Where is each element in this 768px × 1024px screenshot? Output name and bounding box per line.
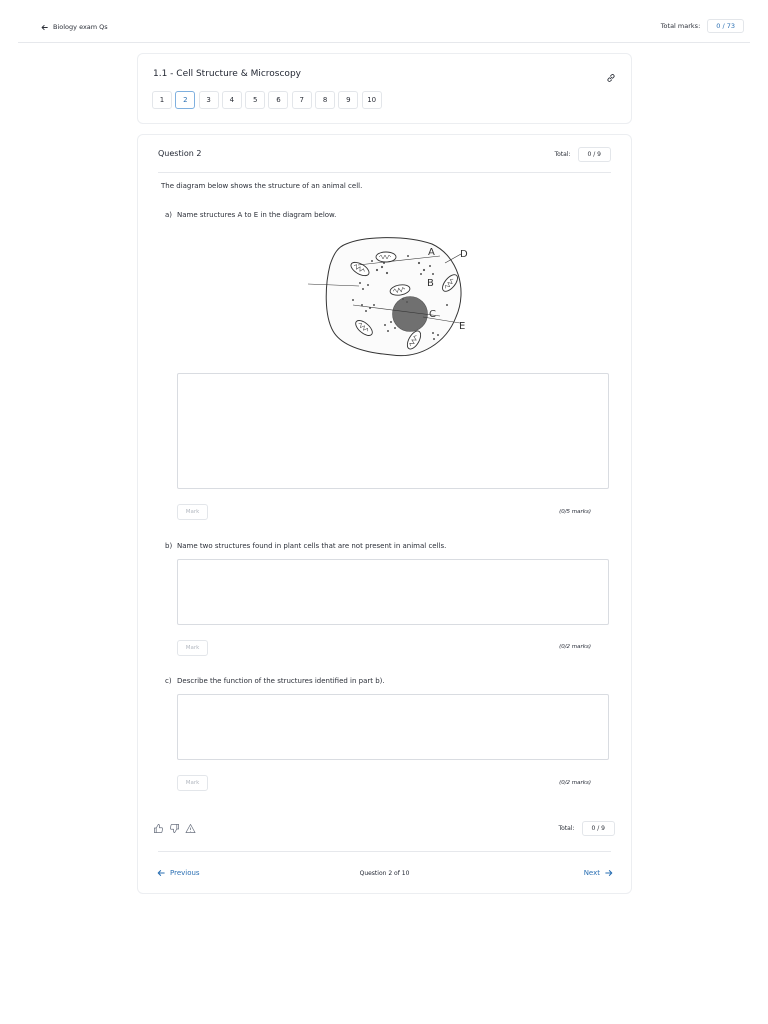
- top-bar: [18, 0, 750, 43]
- part-c-mark-button[interactable]: Mark: [177, 775, 208, 791]
- label-a: A: [428, 247, 435, 258]
- footer-divider: [158, 851, 611, 852]
- warning-icon[interactable]: [185, 823, 196, 834]
- part-a-text: Name structures A to E in the diagram below.: [177, 211, 337, 219]
- bottom-total-value: 0 / 9: [582, 821, 615, 836]
- question-total-value: 0 / 9: [578, 147, 611, 162]
- part-b-marks: (0/2 marks): [559, 644, 591, 650]
- question-number-button[interactable]: 9: [338, 91, 358, 109]
- question-card: [137, 134, 632, 894]
- total-marks-value: 0 / 73: [707, 19, 744, 33]
- part-b-letter: b): [165, 542, 173, 550]
- question-number-button[interactable]: 5: [245, 91, 265, 109]
- feedback-icons: [153, 823, 201, 834]
- label-c: C: [429, 309, 436, 320]
- part-b-text: Name two structures found in plant cells that are not present in animal cells.: [177, 542, 447, 550]
- part-a-marks: (0/5 marks): [559, 509, 591, 515]
- part-c-text: Describe the function of the structures identified in part b).: [177, 677, 385, 685]
- question-number-button[interactable]: 2: [175, 91, 195, 109]
- question-number-button[interactable]: 3: [199, 91, 219, 109]
- next-button[interactable]: [584, 869, 613, 877]
- question-number-button[interactable]: 4: [222, 91, 242, 109]
- question-number-button[interactable]: 7: [292, 91, 312, 109]
- total-marks: [661, 19, 744, 33]
- question-intro: The diagram below shows the structure of an animal cell.: [161, 182, 363, 190]
- topic-card: [137, 53, 632, 124]
- back-link-label: Biology exam Qs: [53, 23, 108, 31]
- question-total: [554, 147, 611, 162]
- bottom-total: [558, 821, 615, 836]
- question-number-list: [152, 91, 385, 109]
- part-a-mark-button[interactable]: Mark: [177, 504, 208, 520]
- thumbs-up-icon[interactable]: [153, 823, 164, 834]
- question-progress: Question 2 of 10: [359, 870, 410, 877]
- label-e: E: [459, 321, 466, 332]
- header-divider: [158, 172, 611, 173]
- previous-label: Previous: [170, 869, 200, 877]
- part-a-answer[interactable]: [177, 373, 609, 489]
- label-b: B: [427, 278, 434, 289]
- topic-title: 1.1 - Cell Structure & Microscopy: [153, 69, 301, 79]
- part-b-mark-button[interactable]: Mark: [177, 640, 208, 656]
- question-total-label: Total:: [554, 151, 571, 158]
- question-number-button[interactable]: 10: [362, 91, 382, 109]
- part-c-letter: c): [165, 677, 172, 685]
- question-number-button[interactable]: 1: [152, 91, 172, 109]
- link-icon[interactable]: [606, 68, 616, 87]
- animal-cell-diagram: [288, 235, 488, 363]
- arrow-right-icon: [605, 869, 613, 877]
- label-d: D: [460, 249, 468, 260]
- back-link[interactable]: [41, 23, 108, 31]
- part-b-answer[interactable]: [177, 559, 609, 625]
- question-number-button[interactable]: 6: [268, 91, 288, 109]
- bottom-total-label: Total:: [558, 825, 575, 832]
- question-title: Question 2: [158, 149, 202, 158]
- part-c-answer[interactable]: [177, 694, 609, 760]
- part-c-prompt: [165, 677, 385, 685]
- part-c-marks: (0/2 marks): [559, 780, 591, 786]
- thumbs-down-icon[interactable]: [169, 823, 180, 834]
- part-b-prompt: [165, 542, 446, 550]
- part-a-prompt: [165, 211, 336, 219]
- question-number-button[interactable]: 8: [315, 91, 335, 109]
- next-label: Next: [583, 869, 600, 877]
- arrow-left-icon: [41, 24, 48, 31]
- total-marks-label: Total marks:: [660, 22, 701, 30]
- part-a-letter: a): [165, 211, 173, 219]
